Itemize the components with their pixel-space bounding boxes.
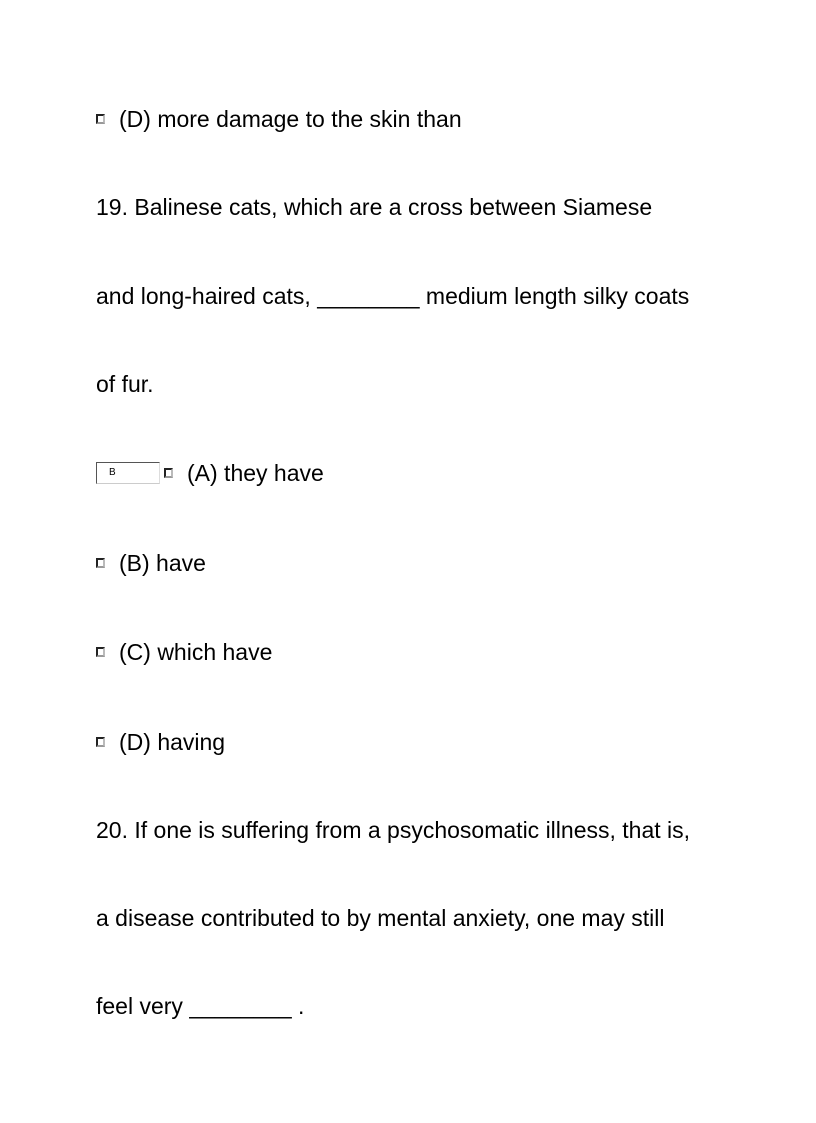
q19-option-a[interactable] <box>96 459 324 487</box>
option-label: (A) they have <box>187 460 324 486</box>
q18-option-d[interactable] <box>96 105 462 133</box>
checkbox-icon[interactable] <box>96 558 105 568</box>
q19-stem-line-3: of fur. <box>96 371 154 397</box>
q20-stem-line-3: feel very ________ . <box>96 993 305 1019</box>
answer-input[interactable]: B <box>96 462 160 484</box>
q19-option-d[interactable] <box>96 728 225 756</box>
q20-stem-line-1: 20. If one is suffering from a psychosomatic illness, that is, <box>96 817 691 843</box>
q19-option-b[interactable] <box>96 549 206 577</box>
q19-option-c[interactable] <box>96 638 272 666</box>
option-label: (D) more damage to the skin than <box>119 106 462 132</box>
checkbox-icon[interactable] <box>96 114 105 124</box>
checkbox-icon[interactable] <box>96 647 105 657</box>
option-label: (C) which have <box>119 639 273 665</box>
q20-stem-line-2: a disease contributed to by mental anxiety, one may still <box>96 905 665 931</box>
option-label: (D) having <box>119 729 226 755</box>
option-label: (B) have <box>119 550 206 576</box>
q19-stem-line-2: and long-haired cats, ________ medium length silky coats <box>96 283 690 309</box>
q19-stem-line-1: 19. Balinese cats, which are a cross between Siamese <box>96 194 653 220</box>
checkbox-icon[interactable] <box>164 468 173 478</box>
checkbox-icon[interactable] <box>96 737 105 747</box>
